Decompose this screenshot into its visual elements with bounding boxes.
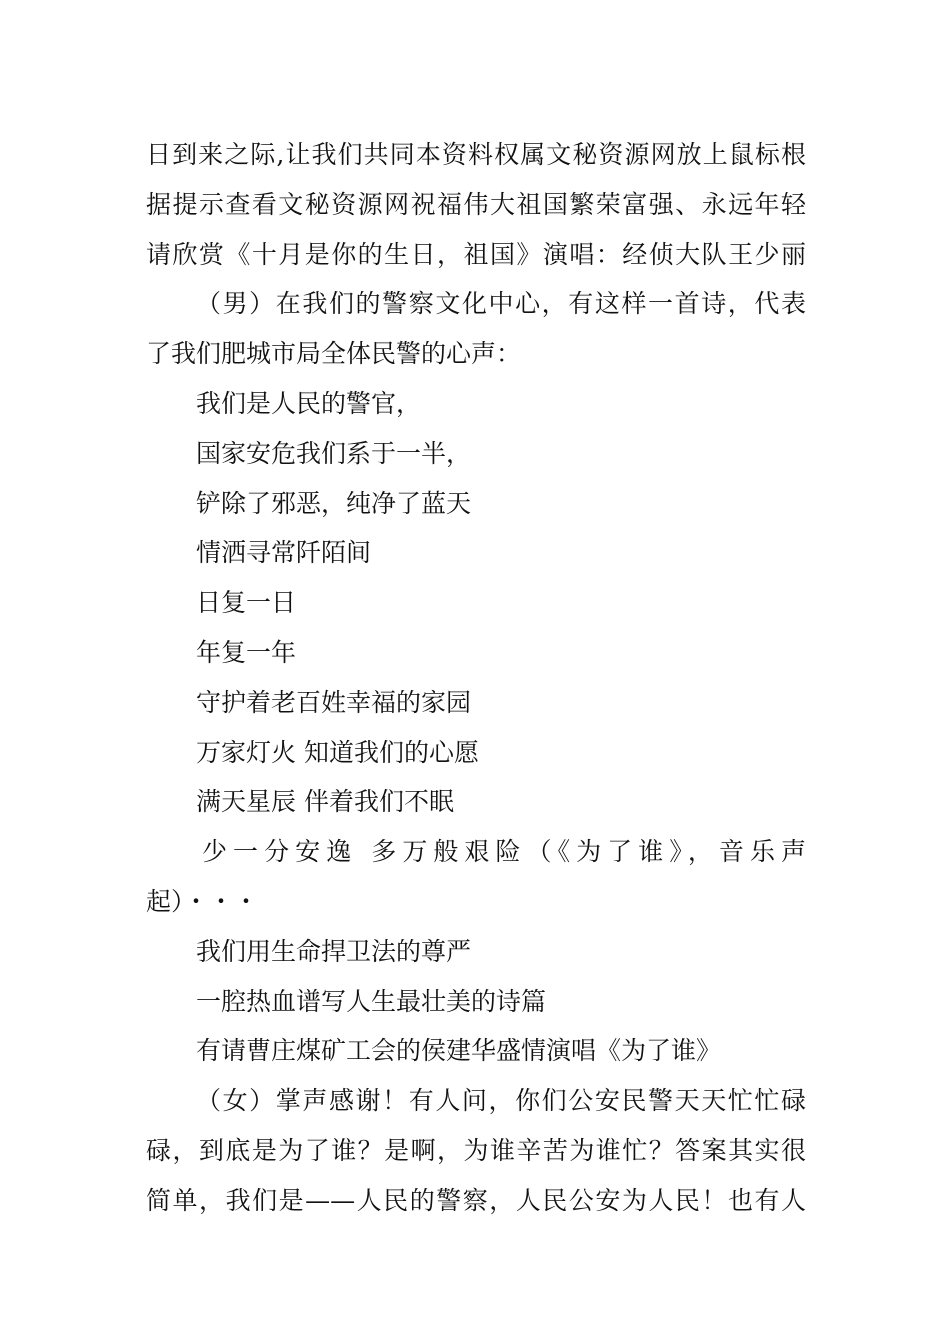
poem-line: 一腔热血谱写人生最壮美的诗篇 <box>196 986 547 1016</box>
poem-line: 国家安危我们系于一半， <box>196 438 472 468</box>
text-line: 简单，我们是——人民的警察，人民公安为人民！也有人 <box>146 1185 806 1215</box>
poem-line: 情洒寻常阡陌间 <box>196 538 372 568</box>
text-line: 日到来之际,让我们共同本资料权属文秘资源网放上鼠标根 <box>146 140 806 169</box>
document-body <box>146 130 806 1226</box>
poem-line: 满天星辰 伴着我们不眠 <box>196 787 454 817</box>
poem-line: 铲除了邪恶，纯净了蓝天 <box>196 488 472 518</box>
text-line: （男）在我们的警察文化中心，有这样一首诗，代表 <box>196 289 806 319</box>
poem-line: 日复一日 <box>196 588 297 618</box>
poem-line: 守护着老百姓幸福的家园 <box>196 687 472 717</box>
text-line: 起）・・・ <box>146 886 259 916</box>
poem-line: 我们是人民的警官， <box>196 388 422 418</box>
text-line: 了我们肥城市局全体民警的心声： <box>146 339 522 369</box>
text-line: 有请曹庄煤矿工会的侯建华盛情演唱《为了谁》 <box>196 1036 722 1066</box>
poem-line: 我们用生命捍卫法的尊严 <box>196 936 472 966</box>
text-line: 碌，到底是为了谁？是啊，为谁辛苦为谁忙？答案其实很 <box>146 1135 806 1165</box>
text-line: 请欣赏《十月是你的生日，祖国》演唱：经侦大队王少丽 <box>146 239 806 269</box>
poem-line: 年复一年 <box>196 637 297 667</box>
poem-line: 少一分安逸 多万般艰险（《为了谁》，音乐声 <box>202 837 806 867</box>
poem-line: 万家灯火 知道我们的心愿 <box>196 737 479 767</box>
text-line: （女）掌声感谢！有人问，你们公安民警天天忙忙碌 <box>196 1086 806 1116</box>
text-line: 据提示查看文秘资源网祝福伟大祖国繁荣富强、永远年轻 <box>146 189 806 219</box>
